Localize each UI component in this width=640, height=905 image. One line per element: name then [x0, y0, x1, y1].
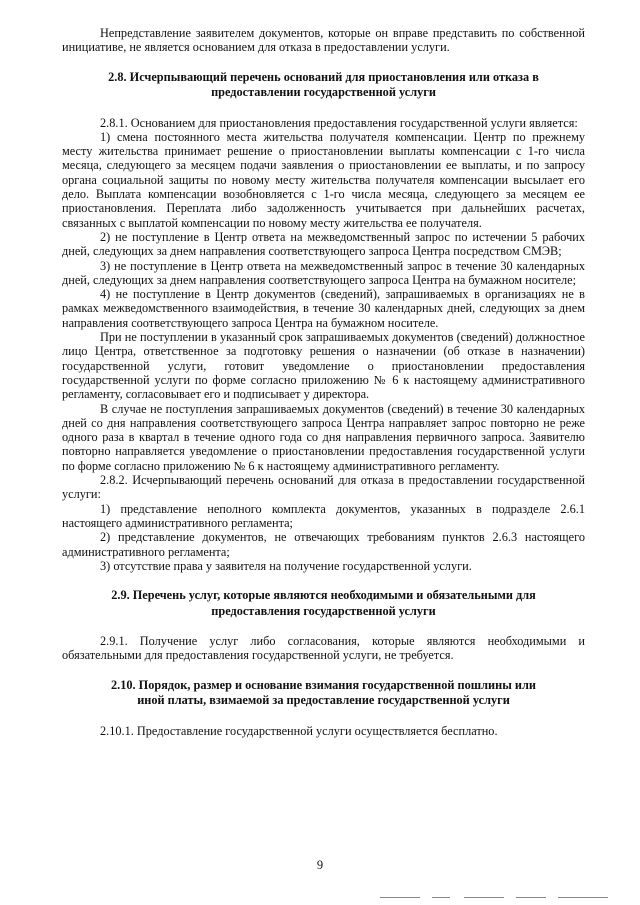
section-2-9-heading: 2.9. Перечень услуг, которые являются необходимыми и обязательными для предоставления государственной услуги [111, 588, 536, 618]
section-2-8-heading: 2.8. Исчерпывающий перечень оснований для приостановления или отказа в предоставлении государственной услуги [108, 69, 539, 100]
document-page [62, 26, 585, 738]
spacer [62, 709, 585, 724]
suspension-ground-4: 4) не поступление в Центр документов (сведений), запрашиваемых в организациях не в рамках межведомственного взаимодействия, в течение 30 календарных дней, следующих за днем направления соответствующего запроса Центра на бумажном носителе. [62, 287, 585, 330]
page-number: 9 [316, 858, 324, 872]
paragraph-2-8-1: 2.8.1. Основанием для приостановления предоставления государственной услуги является: [100, 115, 578, 130]
spacer [62, 663, 585, 678]
paragraph-2-8-2: 2.8.2. Исчерпывающий перечень оснований для отказа в предоставлении государственной услуги: [62, 473, 585, 502]
intro-paragraph: Непредставление заявителем документов, которые он вправе представить по собственной инициативе, не является основанием для отказа в предоставлении услуги. [62, 26, 585, 55]
section-2-10-heading: 2.10. Порядок, размер и основание взимания государственной пошлины или иной платы, взимаемой за предоставление государственной услуги [111, 677, 536, 708]
refusal-ground-1: 1) представление неполного комплекта документов, указанных в подразделе 2.6.1 настоящего административного регламента; [62, 501, 585, 530]
paragraph-no-receipt: При не поступлении в указанный срок запрашиваемых документов (сведений) должностное лицо Центра, ответственное за подготовку решения о назначении (об отказе в назначении) государственной услуги, готовит уведомление о приостановлении предоставления государственной услуги по форме согласно приложению № 6 к настоящему административного регламенту, согласовывает его и подписывает у директора. [62, 330, 585, 402]
suspension-ground-3: 3) не поступление в Центр ответа на межведомственный запрос в течение 30 календарных дней, следующих за днем направления соответствующего запроса Центра на бумажном носителе; [62, 258, 585, 287]
paragraph-2-9-1: 2.9.1. Получение услуг либо согласования, которые являются необходимыми и обязательными для предоставления государственной услуги, не требуется. [62, 634, 585, 663]
suspension-ground-1: 1) смена постоянного места жительства получателя компенсации. Центр по прежнему месту жительства принимает решение о приостановлении выплаты компенсации с 1-го числа месяца, следующего за месяцем подачи заявления о приостановлении ее выплаты, и по запросу органа социальной защиты по новому месту жительства получателя компенсации высылает его дело. Выплата компенсации возобновляется с 1-го числа месяца, следующего за месяцем ее приостановления. Переплата либо задолженность учитывается при дальнейших расчетах, связанных с выплатой компенсации по новому месту жительства ее получателя. [62, 129, 585, 230]
spacer [62, 101, 585, 116]
paragraph-2-10-1: 2.10.1. Предоставление государственной услуги осуществляется бесплатно. [100, 723, 498, 738]
footer-scan-marks [380, 897, 620, 899]
paragraph-in-case: В случае не поступления запрашиваемых документов (сведений) в течение 30 календарных дней со дня направления соответствующего запроса Центра направляет запрос повторно не реже одного раза в квартал в течение одного года со дня направления первичного запроса. Заявителю повторно направляется уведомление о приостановлении предоставления государственной услуги по форме согласно приложению № 6 к настоящему административного регламенту. [62, 401, 585, 473]
refusal-ground-2: 2) представление документов, не отвечающих требованиям пунктов 2.6.3 настоящего административного регламента; [62, 530, 585, 559]
spacer [62, 55, 585, 70]
refusal-ground-3: 3) отсутствие права у заявителя на получение государственной услуги. [100, 558, 472, 573]
spacer [62, 573, 585, 588]
suspension-ground-2: 2) не поступление в Центр ответа на межведомственный запрос по истечении 5 рабочих дней, следующих за днем направления соответствующего запроса Центра посредством СМЭВ; [62, 229, 585, 259]
spacer [62, 619, 585, 634]
